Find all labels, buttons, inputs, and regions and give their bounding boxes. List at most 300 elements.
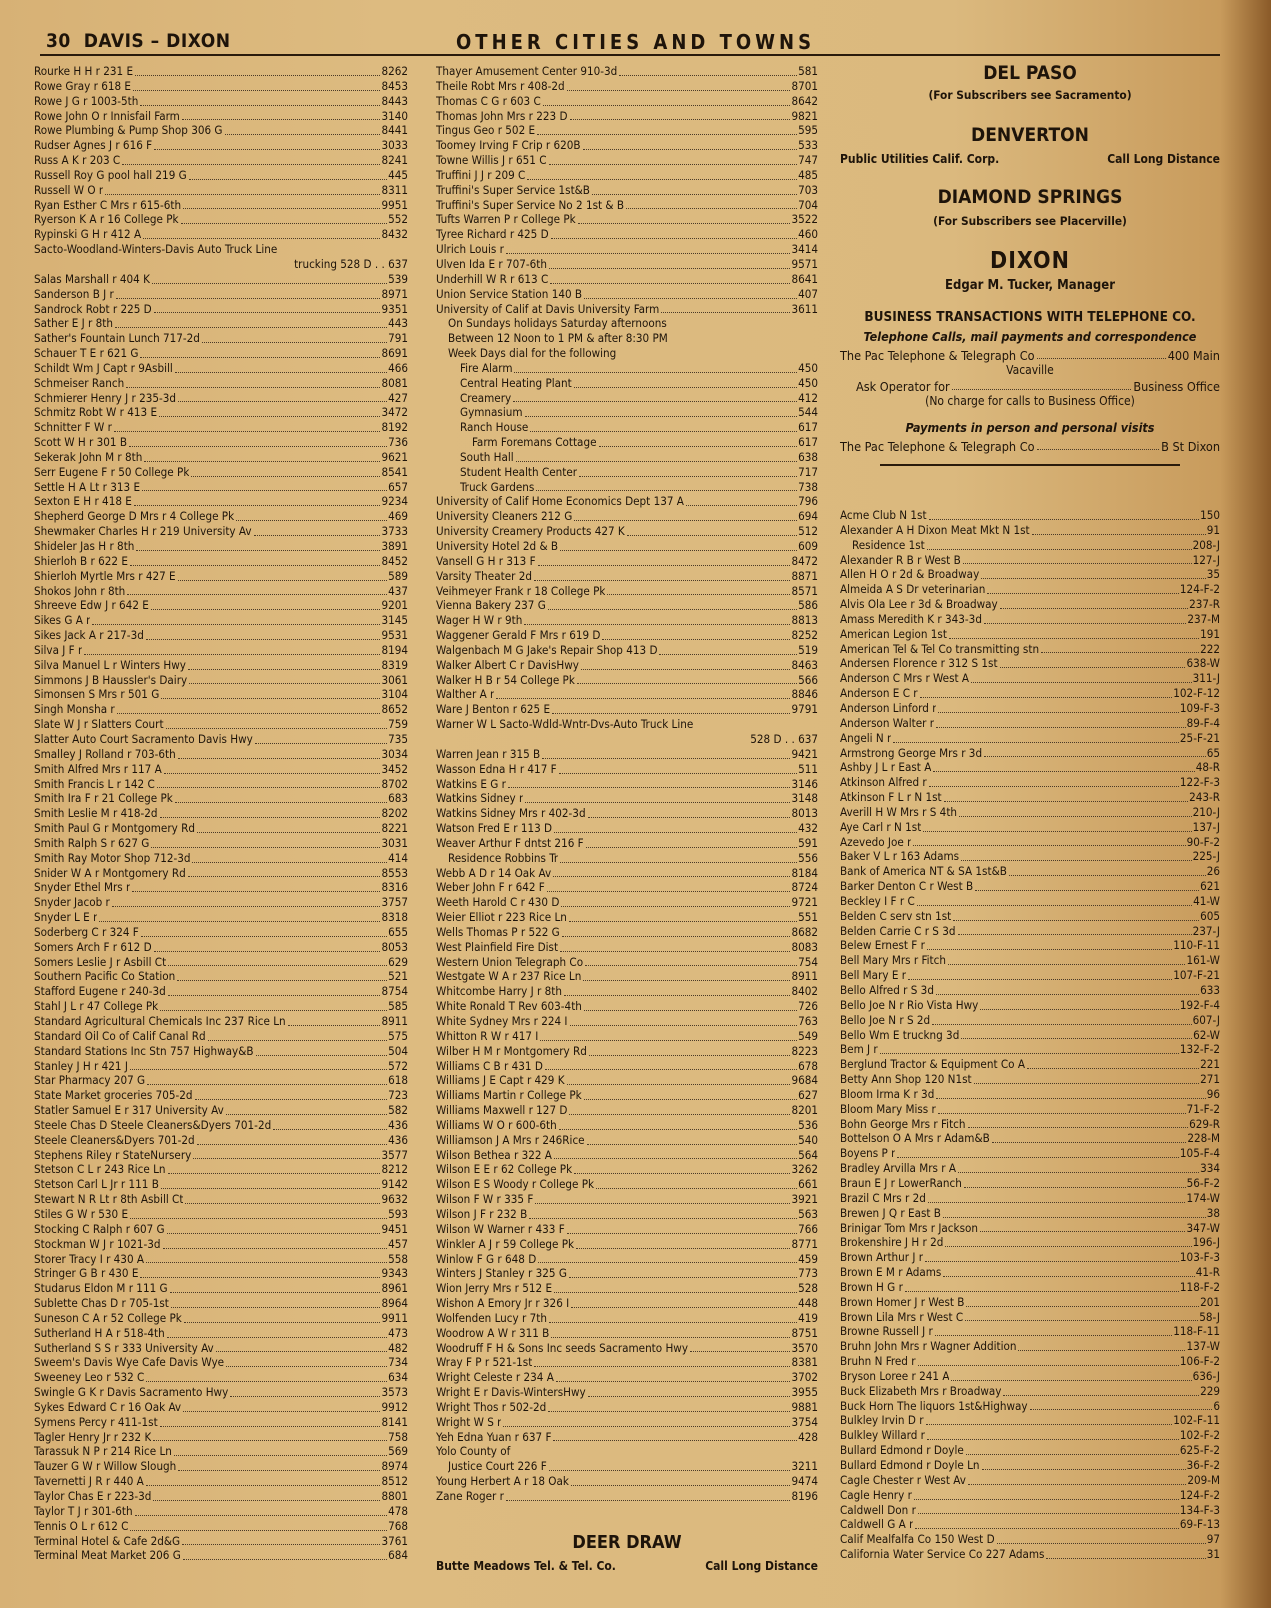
listing-entry [34, 643, 408, 658]
listing-entry [840, 953, 1220, 968]
listing-entry [34, 138, 408, 153]
listing-name: Shokos John r 8th [34, 583, 126, 598]
phone-number: 704 [798, 197, 818, 212]
phone-number: 237-R [1189, 597, 1220, 612]
listing-entry [840, 983, 1220, 998]
dot-leader [130, 565, 381, 566]
phone-number: 196-J [1192, 1235, 1220, 1250]
phone-number: 210-J [1192, 804, 1220, 819]
listing-name: Wolfenden Lucy r 7th [436, 1310, 547, 1325]
phone-number: 469 [388, 509, 408, 524]
listing-name: Almeida A S Dr veterinarian [840, 582, 986, 597]
listing-entry [34, 702, 408, 717]
dot-leader [627, 535, 797, 536]
listing-name: Westgate W A r 237 Rice Ln [436, 969, 582, 984]
listing-name: Warren Jean r 315 B [436, 746, 541, 761]
listing-entry [436, 1014, 818, 1029]
dot-leader [189, 683, 380, 684]
phone-number: 539 [388, 271, 408, 286]
listing-name: Whitcombe Harry J r 8th [436, 984, 562, 999]
dot-leader [944, 801, 1188, 802]
phone-number: 105-F-4 [1179, 1146, 1220, 1161]
dot-leader [136, 550, 380, 551]
listing-name: Smith Paul G r Montgomery Rd [34, 821, 195, 836]
phone-number: 8974 [381, 1459, 408, 1474]
phone-number: 703 [798, 182, 818, 197]
phone-number: 8463 [791, 657, 818, 672]
dot-leader [945, 1246, 1191, 1247]
phone-number: 629-R [1189, 1116, 1220, 1131]
listing-name: Watson Fred E r 113 D [436, 821, 553, 836]
listing-name: Steele Cleaners&Dyers 701-2d [34, 1132, 195, 1147]
phone-number: 237-M [1187, 611, 1220, 626]
dot-leader [588, 817, 791, 818]
phone-number: 8381 [791, 1355, 818, 1370]
phone-number: 3061 [381, 672, 408, 687]
listing-entry [436, 79, 818, 94]
listing-name: Taylor T J r 301-6th [34, 1503, 133, 1518]
listing-name: Salas Marshall r 404 K [34, 271, 150, 286]
listing-entry [34, 1148, 408, 1163]
listing-name: Creamery [460, 390, 512, 405]
listing-name: Ryan Esther C Mrs r 615-6th [34, 197, 182, 212]
listing-entry [436, 969, 818, 984]
phone-number: 41-W [1193, 893, 1220, 908]
phone-number: 48-R [1195, 760, 1220, 775]
phone-number: 229 [1200, 1383, 1220, 1398]
phone-number: 8911 [791, 969, 818, 984]
listing-name: Wilson E E r 62 College Pk [436, 1162, 573, 1177]
listing-name: University Creamery Products 427 K [436, 524, 625, 539]
listing-entry [34, 302, 408, 317]
listing-name: Brown E M r Adams [840, 1265, 942, 1280]
listing-entry [840, 1176, 1220, 1191]
listing-name: Tauzer G W r Willow Slough [34, 1459, 177, 1474]
phone-number: 9821 [791, 108, 818, 123]
dot-leader [516, 461, 797, 462]
phone-number: 796 [798, 494, 818, 509]
dot-leader [202, 342, 387, 343]
dot-leader [183, 1559, 387, 1560]
dot-leader [574, 1173, 790, 1174]
phone-number: 118-F-11 [1173, 1324, 1220, 1339]
listing-name: Simmons J B Haussler's Dairy [34, 672, 188, 687]
dot-leader [506, 1500, 791, 1501]
phone-number: 661 [798, 1177, 818, 1192]
listing-entry [34, 1237, 408, 1252]
listing-name: Rowe J G r 1003-5th [34, 93, 139, 108]
dot-leader [545, 1069, 797, 1070]
dot-leader [933, 771, 1194, 772]
dot-leader [151, 847, 380, 848]
listing-name: Stafford Eugene r 240-3d [34, 984, 166, 999]
dot-leader [534, 580, 790, 581]
dot-leader [927, 1439, 1179, 1440]
listing-entry [436, 183, 818, 198]
ask-operator-line: Ask Operator for Business Office [856, 379, 1220, 394]
listing-entry [436, 1103, 818, 1118]
listing-entry [34, 509, 408, 524]
listing-entry [34, 1370, 408, 1385]
listing-entry [840, 1131, 1220, 1146]
listing-entry [840, 523, 1220, 538]
dot-leader [161, 698, 380, 699]
dot-leader [584, 1010, 797, 1011]
dot-leader [966, 1306, 1199, 1307]
listing-entry [840, 1532, 1220, 1547]
dot-leader [549, 1470, 791, 1471]
phone-number: 8701 [791, 78, 818, 93]
listing-entry [840, 1206, 1220, 1221]
listing-entry [840, 553, 1220, 568]
phone-number: 625-F-2 [1179, 1443, 1220, 1458]
dot-leader [1009, 875, 1206, 876]
phone-number: 36-F-2 [1186, 1458, 1220, 1472]
phone-number: 3033 [381, 138, 408, 153]
listing-text-line: Sacto-Woodland-Winters-Davis Auto Truck Line [34, 242, 278, 257]
listing-entry [436, 762, 818, 777]
listing-name: Thayer Amusement Center 910-3d [436, 64, 618, 78]
dot-leader [126, 387, 380, 388]
listing-entry [34, 1430, 408, 1445]
phone-number: 150 [1200, 508, 1220, 522]
dot-leader [567, 1084, 791, 1085]
listing-entry [436, 361, 818, 376]
listing-name: Bello Joe N r S 2d [840, 1012, 931, 1027]
dot-leader [508, 787, 791, 788]
listing-entry [840, 894, 1220, 909]
dot-leader [226, 1114, 387, 1115]
listing-entry [840, 1473, 1220, 1488]
phone-number: 8201 [791, 1103, 818, 1118]
listing-entry [436, 109, 818, 124]
phone-number: 636-J [1192, 1368, 1220, 1383]
listing-entry [34, 361, 408, 376]
dot-leader [577, 683, 797, 684]
phone-number: 683 [388, 791, 408, 806]
phone-number: 589 [388, 568, 408, 583]
del-paso-title: DEL PASO [983, 62, 1077, 84]
listing-entry [436, 925, 818, 940]
phone-number: 3472 [381, 405, 408, 420]
listing-entry [34, 1281, 408, 1296]
dot-leader [992, 1142, 1187, 1143]
listing-name: Buck Horn The liquors 1st&Highway [840, 1398, 1028, 1413]
phone-number: 9421 [791, 746, 818, 761]
dot-leader [130, 1530, 387, 1531]
phone-number: 124-F-2 [1179, 582, 1220, 597]
phone-number: 572 [388, 1058, 408, 1073]
listing-name: White Sydney Mrs r 224 I [436, 1014, 568, 1028]
phone-number: 736 [388, 435, 408, 450]
phone-number: 8691 [381, 346, 408, 361]
listing-entry [34, 391, 408, 406]
phone-number: 8194 [381, 642, 408, 657]
listing-continuation: trucking 528 D . . 637 [294, 256, 408, 271]
listing-entry [436, 198, 818, 213]
listing-entry [34, 331, 408, 346]
phone-number: 575 [388, 1028, 408, 1043]
denverton-provider: Public Utilities Calif. Corp. [840, 152, 1000, 166]
listing-name: Braun E J r LowerRanch [840, 1175, 962, 1190]
phone-number: 109-F-3 [1179, 700, 1220, 715]
listing-name: Stringer G B r 430 E [34, 1266, 139, 1281]
phone-number: 466 [388, 360, 408, 375]
listing-entry [840, 775, 1220, 790]
listing-entry [840, 1354, 1220, 1369]
listing-name: Belden C serv stn 1st [840, 908, 952, 923]
listing-name: Southern Pacific Co Station [34, 969, 176, 984]
listing-name: Ryerson K A r 16 College Pk [34, 212, 179, 227]
phone-number: 90-F-2 [1186, 834, 1220, 849]
listing-name: Truffini J J r 209 C [436, 167, 526, 182]
dot-leader [288, 1025, 381, 1026]
listing-entry [840, 612, 1220, 627]
listing-name: Truck Gardens [460, 479, 535, 494]
dot-leader [116, 298, 381, 299]
listing-entry [34, 450, 408, 465]
listing-entry [436, 613, 818, 628]
listing-entry [34, 1059, 408, 1074]
dot-leader [525, 416, 798, 417]
phone-number: 8083 [791, 939, 818, 954]
phone-number: 427 [388, 390, 408, 405]
listing-name: Watkins Sidney r [436, 791, 524, 806]
listing-column-3 [840, 508, 1220, 1562]
listing-continuation: 528 D . . 637 [750, 731, 818, 746]
dot-leader [185, 1203, 380, 1204]
phone-number: 8724 [791, 880, 818, 895]
dot-leader [514, 372, 797, 373]
listing-entry [436, 1266, 818, 1281]
listing-name: Snider W A r Montgomery Rd [34, 865, 186, 880]
listing-name: Sweem's Davis Wye Cafe Davis Wye [34, 1355, 225, 1370]
phone-number: 556 [798, 850, 818, 865]
listing-name: Veihmeyer Frank r 18 College Pk [436, 583, 606, 598]
dot-leader [175, 372, 387, 373]
listing-name: Stewart N R Lt r 8th Asbill Ct [34, 1192, 184, 1207]
listing-entry [436, 1207, 818, 1222]
phone-number: 26 [1206, 864, 1220, 879]
listing-name: Tarassuk N P r 214 Rice Ln [34, 1444, 172, 1459]
listing-name: Sweeney Leo r 532 C [34, 1370, 145, 1385]
phone-number: 528 [798, 1281, 818, 1296]
listing-name: Wilson E S Woody r College Pk [436, 1177, 595, 1192]
listing-name: Wilson W Warner r 433 F [436, 1221, 565, 1236]
phone-number: 9791 [791, 702, 818, 717]
phone-number: 8751 [791, 1325, 818, 1340]
dot-leader [935, 1335, 1172, 1336]
dot-leader [548, 609, 797, 610]
phone-number: 192-F-4 [1179, 997, 1220, 1012]
dot-leader [1032, 534, 1206, 535]
listing-name: Tennis O L r 612 C [34, 1518, 129, 1533]
listing-entry [436, 999, 818, 1014]
listing-name: Ware J Benton r 625 E [436, 702, 551, 717]
phone-number: 450 [798, 375, 818, 390]
listing-name: Williams W O r 600-6th [436, 1117, 557, 1132]
diamond-springs-title: DIAMOND SPRINGS [937, 186, 1123, 208]
listing-entry [34, 1103, 408, 1118]
listing-entry [840, 508, 1220, 523]
dot-leader [583, 980, 790, 981]
pac-tel-main-line: The Pac Telephone & Telegraph Co 400 Main [840, 348, 1220, 363]
dot-leader [135, 75, 380, 76]
listing-name: Union Service Station 140 B [436, 286, 583, 301]
listing-entry [436, 1385, 818, 1400]
phone-number: 8192 [381, 420, 408, 435]
phone-number: 225-J [1192, 849, 1220, 864]
listing-name: Rowe John O r Innisfail Farm [34, 108, 180, 123]
dot-leader [626, 208, 797, 209]
phone-number: 450 [798, 360, 818, 375]
listing-entry [436, 1415, 818, 1430]
dot-leader [182, 119, 381, 120]
listing-name: Acme Club N 1st [840, 508, 927, 522]
dot-leader [189, 179, 387, 180]
dot-leader [918, 1513, 1179, 1514]
listing-name: Wells Thomas P r 522 G [436, 924, 560, 939]
listing-name: Bell Mary Mrs r Fitch [840, 953, 946, 968]
listing-name: Ulven Ida E r 707-6th [436, 256, 547, 271]
listing-entry [436, 1029, 818, 1044]
phone-number: 448 [798, 1296, 818, 1311]
dot-leader [538, 1262, 797, 1263]
dot-leader [170, 1292, 381, 1293]
listing-name: Vansell G H r 313 F [436, 553, 536, 568]
listing-name: Shideler Jas H r 8th [34, 539, 135, 553]
listing-entry [34, 1118, 408, 1133]
dot-leader [968, 1127, 1189, 1128]
listing-name: Sather's Fountain Lunch 717-2d [34, 331, 200, 346]
listing-entry [34, 1207, 408, 1222]
listing-entry [840, 849, 1220, 864]
listing-name: Towne Willis J r 651 C [436, 153, 547, 168]
listing-name: Wilber H M r Montgomery Rd [436, 1043, 587, 1058]
listing-entry [840, 1413, 1220, 1428]
dot-leader [936, 1098, 1205, 1099]
phone-number: 3754 [791, 1414, 818, 1429]
listing-entry [840, 864, 1220, 879]
listing-entry [34, 866, 408, 881]
dot-leader [226, 1366, 387, 1367]
listing-text-line: Week Days dial for the following [448, 346, 617, 361]
listing-entry [840, 746, 1220, 761]
listing-entry [34, 198, 408, 213]
dot-leader [958, 934, 1192, 935]
dot-leader [191, 476, 380, 477]
phone-number: 25-F-21 [1179, 730, 1220, 745]
phone-number: 407 [798, 286, 818, 301]
dot-leader [948, 964, 1186, 965]
listing-entry [34, 79, 408, 94]
listing-entry [34, 287, 408, 302]
dot-leader [560, 862, 797, 863]
phone-number: 9201 [381, 598, 408, 613]
listing-name: Star Pharmacy 207 G [34, 1073, 146, 1088]
dot-leader [549, 1322, 797, 1323]
phone-number: 69-F-13 [1179, 1517, 1220, 1532]
listing-name: Wright W S r [436, 1414, 502, 1429]
listing-entry [436, 1118, 818, 1133]
listing-entry [34, 569, 408, 584]
listing-entry [436, 598, 818, 613]
dot-leader [181, 223, 388, 224]
listing-entry [840, 731, 1220, 746]
dot-leader [182, 1544, 380, 1545]
listing-entry [436, 1296, 818, 1311]
listing-name: Schmeiser Ranch [34, 375, 125, 390]
dot-leader [579, 476, 797, 477]
no-charge-note: (No charge for calls to Business Office) [925, 394, 1135, 408]
listing-name: Sikes Jack A r 217-3d [34, 628, 144, 643]
listing-entry [436, 1355, 818, 1370]
listing-name: Sanderson B J r [34, 286, 114, 301]
listing-entry [840, 1265, 1220, 1280]
dot-leader [166, 728, 388, 729]
listing-entry [34, 153, 408, 168]
dot-leader [146, 639, 381, 640]
phone-number: 334 [1200, 1161, 1220, 1176]
listing-name: Theile Robt Mrs r 408-2d [436, 78, 565, 93]
listing-name: Varsity Theater 2d [436, 568, 532, 583]
listing-entry [436, 1044, 818, 1059]
phone-number: 627 [798, 1088, 818, 1103]
phone-number: 8571 [791, 583, 818, 598]
deer-draw-title: DEER DRAW [572, 1532, 682, 1553]
listing-name: Alexander R B r West B [840, 552, 961, 567]
dot-leader [192, 862, 387, 863]
dot-leader [154, 951, 381, 952]
listing-name: Waggener Gerald F Mrs r 619 D [436, 628, 601, 643]
listing-name: Smalley J Rolland r 703-6th [34, 746, 176, 761]
phone-number: 243-R [1189, 790, 1220, 805]
listing-entry [840, 1102, 1220, 1117]
listing-entry [436, 242, 818, 257]
phone-number: 122-F-3 [1179, 775, 1220, 790]
phone-number: 8202 [381, 806, 408, 821]
phone-number: 8553 [381, 865, 408, 880]
phone-number: 237-J [1192, 923, 1220, 938]
phone-number: 71-F-2 [1186, 1101, 1220, 1116]
listing-entry [34, 806, 408, 821]
phone-number: 8961 [381, 1281, 408, 1296]
listing-name: Amass Meredith K r 343-3d [840, 611, 982, 626]
phone-number: 9951 [381, 197, 408, 212]
dot-leader [966, 1454, 1179, 1455]
dot-leader [273, 1129, 387, 1130]
listing-name: Rourke H H r 231 E [34, 64, 134, 78]
dot-leader [1000, 667, 1186, 668]
listing-entry [436, 1281, 818, 1296]
phone-number: 9881 [791, 1399, 818, 1414]
dot-leader [920, 697, 1173, 698]
listing-entry [34, 1162, 408, 1177]
listing-entry [34, 910, 408, 925]
listing-name: Shewmaker Charles H r 219 University Av [34, 524, 252, 539]
dot-leader [168, 995, 381, 996]
phone-number: 678 [798, 1058, 818, 1073]
listing-entry [436, 1400, 818, 1415]
phone-number: 473 [388, 1325, 408, 1340]
listing-entry [34, 123, 408, 138]
dot-leader [913, 845, 1185, 846]
listing-entry [436, 1370, 818, 1385]
listing-entry [34, 762, 408, 777]
listing-name: Brewen J Q r East B [840, 1205, 941, 1220]
dot-leader [980, 1009, 1179, 1010]
dot-leader [560, 550, 797, 551]
